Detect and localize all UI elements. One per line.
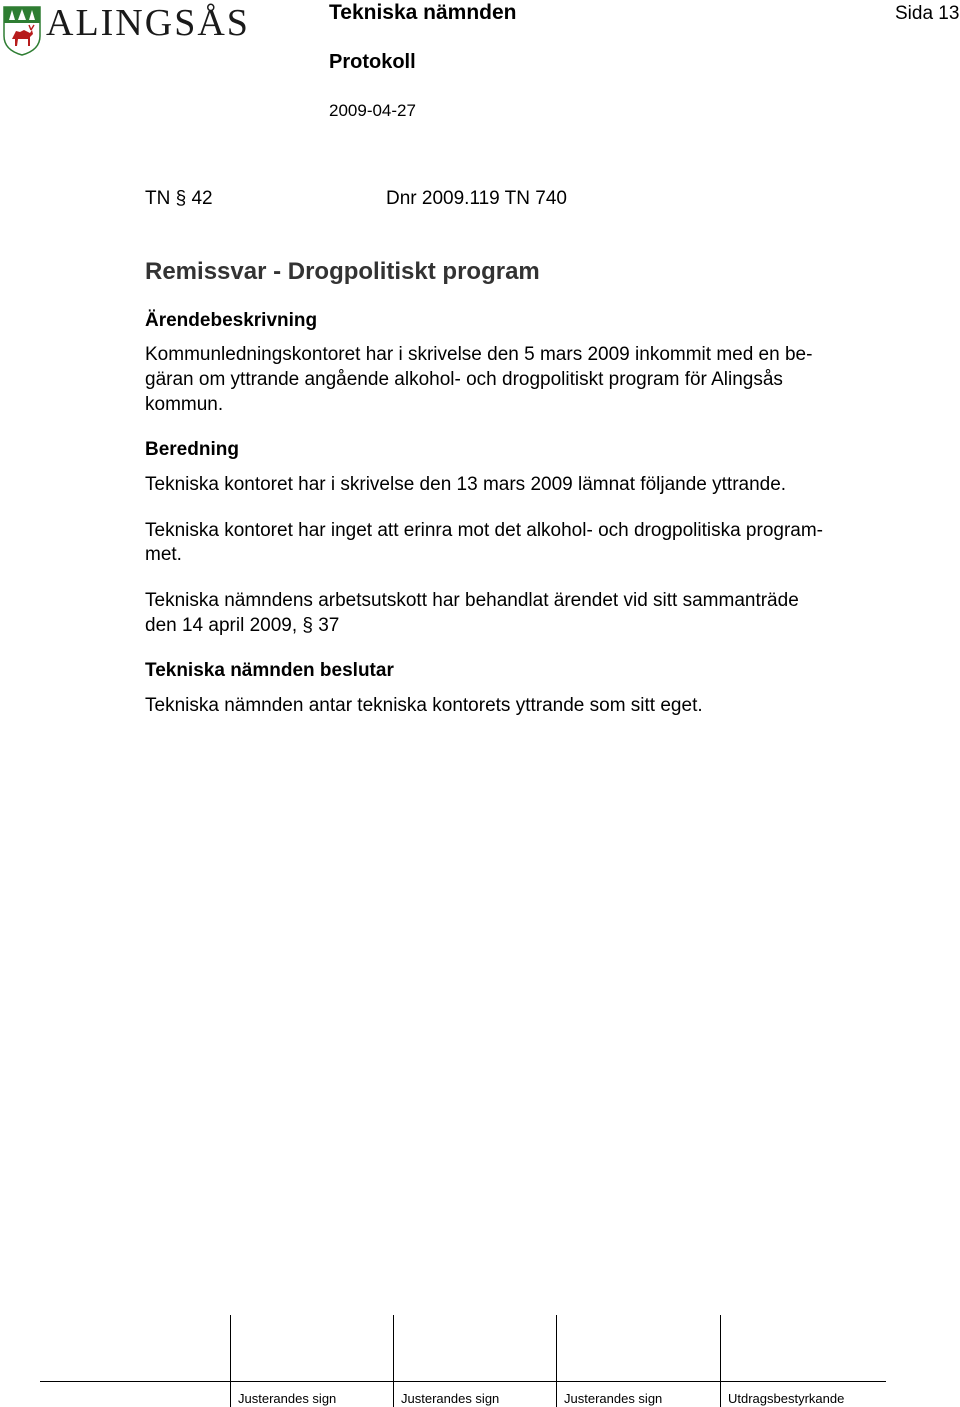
section-heading-beslut: Tekniska nämnden beslutar [145,660,394,681]
paragraph-number: TN § 42 [145,188,213,209]
signature-label: Justerandes sign [401,1391,500,1406]
signature-label: Justerandes sign [238,1391,337,1406]
arendebeskrivning-line: kommun. [145,394,224,415]
beredning-paragraph-3-line: Tekniska nämndens arbetsutskott har behandlat ärendet vid sitt sammanträde [145,590,799,611]
signature-divider [556,1315,557,1407]
decision-text: Tekniska nämnden antar tekniska kontorets yttrande som sitt eget. [145,695,703,716]
beredning-paragraph-2-line: Tekniska kontoret har inget att erinra mot det alkohol- och drogpolitiska program- [145,520,824,541]
page-number: Sida 13 [895,3,960,24]
arendebeskrivning-line: Kommunledningskontoret har i skrivelse den 5 mars 2009 inkommit med en be- [145,344,813,365]
signature-divider [393,1315,394,1407]
document-title: Remissvar - Drogpolitiskt program [145,258,540,285]
signature-divider [720,1315,721,1407]
certification-label: Utdragsbestyrkande [728,1391,845,1406]
logo-wordmark: ALINGSÅS [46,2,250,44]
signature-divider [230,1315,231,1407]
document-type: Protokoll [329,51,416,73]
municipal-coat-of-arms-icon [3,6,41,56]
arendebeskrivning-line: gäran om yttrande angående alkohol- och drogpolitiskt program för Alingsås [145,369,783,390]
meeting-date: 2009-04-27 [329,101,416,120]
beredning-paragraph-1: Tekniska kontoret har i skrivelse den 13 mars 2009 lämnat följande yttrande. [145,474,787,495]
signature-label: Justerandes sign [564,1391,663,1406]
diary-number: Dnr 2009.119 TN 740 [386,188,567,209]
beredning-paragraph-2-line: met. [145,544,182,565]
section-heading-arendebeskrivning: Ärendebeskrivning [145,310,318,331]
beredning-paragraph-3-line: den 14 april 2009, § 37 [145,615,340,636]
committee-name: Tekniska nämnden [329,1,517,24]
signature-line [40,1381,886,1382]
section-heading-beredning: Beredning [145,439,239,460]
